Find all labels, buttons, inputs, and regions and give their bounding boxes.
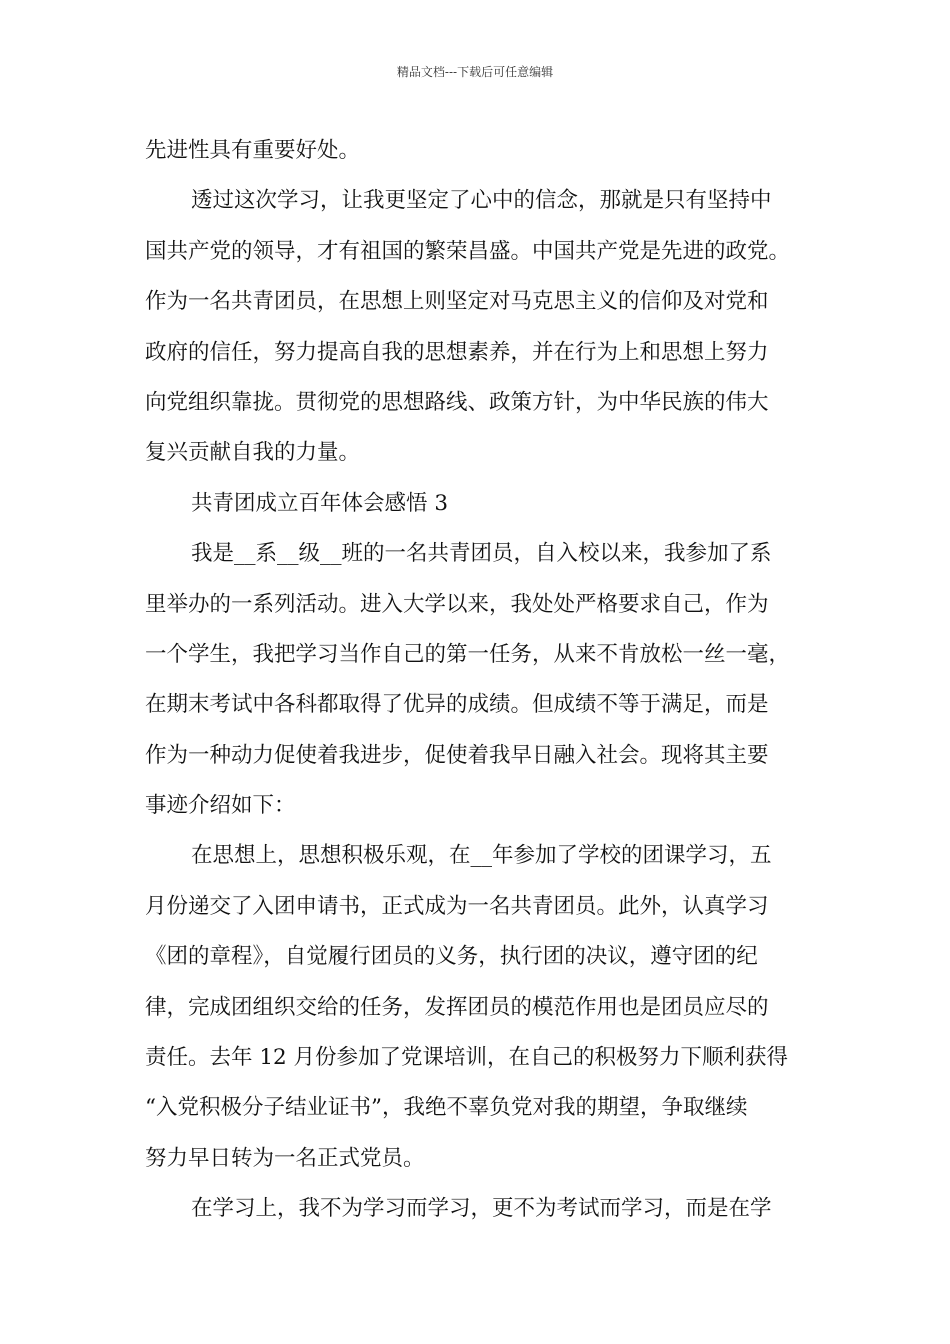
text-line: 努力早日转为一名正式党员。 xyxy=(145,1145,425,1171)
text-line: 月份递交了入团申请书，正式成为一名共青团员。此外，认真学习 xyxy=(145,893,769,919)
text-line: 透过这次学习，让我更坚定了心中的信念，那就是只有坚持中 xyxy=(191,188,772,214)
text-line: 责任。去年 12 月份参加了党课培训，在自己的积极努力下顺利获得 xyxy=(145,1045,789,1071)
text-line: 在思想上，思想积极乐观，在__年参加了学校的团课学习，五 xyxy=(191,843,772,869)
text-line: 作为一种动力促使着我进步，促使着我早日融入社会。现将其主要 xyxy=(145,742,769,768)
text-line: 一个学生，我把学习当作自己的第一任务，从来不肯放松一丝一毫， xyxy=(145,641,791,667)
text-line: 《团的章程》，自觉履行团员的义务，执行团的决议，遵守团的纪 xyxy=(145,944,758,970)
text-line: 律，完成团组织交给的任务，发挥团员的模范作用也是团员应尽的 xyxy=(145,994,769,1020)
text-line: “入党积极分子结业证书”，我绝不辜负党对我的期望，争取继续 xyxy=(145,1095,748,1121)
page-header: 精品文档---下载后可任意编辑 xyxy=(396,65,554,79)
text-line: 我是__系__级__班的一名共青团员，自入校以来，我参加了系 xyxy=(191,541,772,567)
text-line: 作为一名共青团员，在思想上则坚定对马克思主义的信仰及对党和 xyxy=(145,289,769,315)
document-body xyxy=(145,131,825,1240)
text-line: 里举办的一系列活动。进入大学以来，我处处严格要求自己，作为 xyxy=(145,591,769,617)
text-line: 政府的信任，努力提高自我的思想素养，并在行为上和思想上努力 xyxy=(145,339,769,365)
text-line: 在学习上，我不为学习而学习，更不为考试而学习，而是在学 xyxy=(191,1196,772,1222)
section-heading: 共青团成立百年体会感悟 3 xyxy=(191,490,449,516)
text-line: 事迹介绍如下： xyxy=(145,793,296,819)
text-line: 国共产党的领导，才有祖国的繁荣昌盛。中国共产党是先进的政党。 xyxy=(145,238,791,264)
text-line: 复兴贡献自我的力量。 xyxy=(145,440,361,466)
text-line: 向党组织靠拢。贯彻党的思想路线、政策方针，为中华民族的伟大 xyxy=(145,389,769,415)
text-line: 先进性具有重要好处。 xyxy=(145,138,361,163)
text-line: 在期末考试中各科都取得了优异的成绩。但成绩不等于满足，而是 xyxy=(145,692,769,718)
